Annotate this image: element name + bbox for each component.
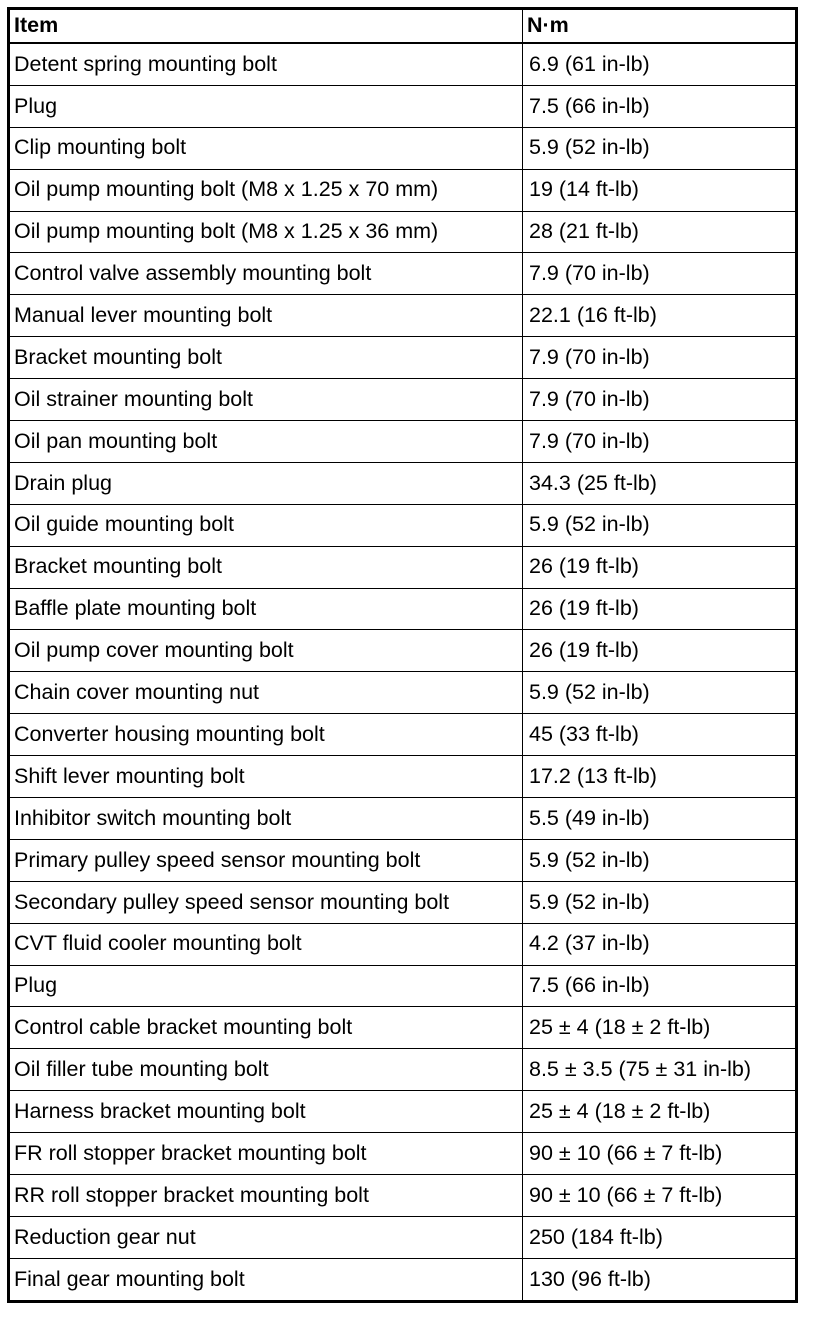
torque-value-cell: 5.9 (52 in-lb) (523, 504, 797, 546)
item-cell: Bracket mounting bolt (9, 337, 523, 379)
torque-value-cell: 7.5 (66 in-lb) (523, 965, 797, 1007)
item-cell: Manual lever mounting bolt (9, 295, 523, 337)
torque-value-cell: 25 ± 4 (18 ± 2 ft-lb) (523, 1091, 797, 1133)
table-row (9, 379, 797, 421)
table-row (9, 965, 797, 1007)
torque-value-cell: 5.9 (52 in-lb) (523, 881, 797, 923)
item-cell: Plug (9, 85, 523, 127)
table-row (9, 337, 797, 379)
torque-specification-table (7, 7, 798, 1303)
table-row (9, 295, 797, 337)
item-cell: Primary pulley speed sensor mounting bolt (9, 839, 523, 881)
torque-value-cell: 28 (21 ft-lb) (523, 211, 797, 253)
table-row (9, 1175, 797, 1217)
table-row (9, 923, 797, 965)
torque-value-cell: 90 ± 10 (66 ± 7 ft-lb) (523, 1133, 797, 1175)
torque-value-cell: 8.5 ± 3.5 (75 ± 31 in-lb) (523, 1049, 797, 1091)
table-row (9, 253, 797, 295)
torque-value-cell: 5.5 (49 in-lb) (523, 798, 797, 840)
item-cell: Detent spring mounting bolt (9, 43, 523, 85)
torque-value-cell: 25 ± 4 (18 ± 2 ft-lb) (523, 1007, 797, 1049)
torque-value-cell: 19 (14 ft-lb) (523, 169, 797, 211)
item-cell: Converter housing mounting bolt (9, 714, 523, 756)
table-row (9, 1091, 797, 1133)
torque-value-cell: 17.2 (13 ft-lb) (523, 756, 797, 798)
table-row (9, 1133, 797, 1175)
item-cell: Oil guide mounting bolt (9, 504, 523, 546)
torque-value-cell: 26 (19 ft-lb) (523, 630, 797, 672)
table-row (9, 1049, 797, 1091)
item-cell: Baffle plate mounting bolt (9, 588, 523, 630)
torque-value-cell: 45 (33 ft-lb) (523, 714, 797, 756)
table-row (9, 756, 797, 798)
table-row (9, 672, 797, 714)
item-cell: Oil filler tube mounting bolt (9, 1049, 523, 1091)
item-cell: Control valve assembly mounting bolt (9, 253, 523, 295)
table-row (9, 630, 797, 672)
item-cell: Shift lever mounting bolt (9, 756, 523, 798)
torque-value-cell: 26 (19 ft-lb) (523, 546, 797, 588)
table-row (9, 1216, 797, 1258)
table-header-row (9, 9, 797, 44)
item-cell: CVT fluid cooler mounting bolt (9, 923, 523, 965)
item-cell: Oil pump cover mounting bolt (9, 630, 523, 672)
item-cell: Chain cover mounting nut (9, 672, 523, 714)
item-cell: Clip mounting bolt (9, 127, 523, 169)
item-cell: Oil pump mounting bolt (M8 x 1.25 x 36 mm) (9, 211, 523, 253)
table-row (9, 504, 797, 546)
table-row (9, 169, 797, 211)
item-cell: Oil strainer mounting bolt (9, 379, 523, 421)
item-cell: Control cable bracket mounting bolt (9, 1007, 523, 1049)
table-row (9, 421, 797, 463)
table-row (9, 714, 797, 756)
item-cell: Harness bracket mounting bolt (9, 1091, 523, 1133)
table-row (9, 462, 797, 504)
item-cell: Bracket mounting bolt (9, 546, 523, 588)
torque-value-cell: 22.1 (16 ft-lb) (523, 295, 797, 337)
table-row (9, 85, 797, 127)
torque-value-cell: 5.9 (52 in-lb) (523, 672, 797, 714)
table-row (9, 1007, 797, 1049)
torque-value-cell: 5.9 (52 in-lb) (523, 839, 797, 881)
item-cell: FR roll stopper bracket mounting bolt (9, 1133, 523, 1175)
torque-value-cell: 7.5 (66 in-lb) (523, 85, 797, 127)
table-row (9, 798, 797, 840)
table-row (9, 839, 797, 881)
item-cell: Drain plug (9, 462, 523, 504)
item-cell: Plug (9, 965, 523, 1007)
table-row (9, 881, 797, 923)
item-cell: RR roll stopper bracket mounting bolt (9, 1175, 523, 1217)
table-row (9, 1258, 797, 1301)
item-cell: Final gear mounting bolt (9, 1258, 523, 1301)
column-header-item: Item (9, 9, 523, 44)
table-body (9, 43, 797, 1301)
table-row (9, 588, 797, 630)
torque-value-cell: 7.9 (70 in-lb) (523, 337, 797, 379)
torque-value-cell: 7.9 (70 in-lb) (523, 253, 797, 295)
item-cell: Oil pan mounting bolt (9, 421, 523, 463)
table-row (9, 127, 797, 169)
table-row (9, 546, 797, 588)
torque-value-cell: 34.3 (25 ft-lb) (523, 462, 797, 504)
torque-value-cell: 26 (19 ft-lb) (523, 588, 797, 630)
item-cell: Oil pump mounting bolt (M8 x 1.25 x 70 mm) (9, 169, 523, 211)
item-cell: Secondary pulley speed sensor mounting bolt (9, 881, 523, 923)
torque-value-cell: 5.9 (52 in-lb) (523, 127, 797, 169)
torque-value-cell: 90 ± 10 (66 ± 7 ft-lb) (523, 1175, 797, 1217)
item-cell: Reduction gear nut (9, 1216, 523, 1258)
table-row (9, 43, 797, 85)
torque-value-cell: 7.9 (70 in-lb) (523, 379, 797, 421)
torque-value-cell: 4.2 (37 in-lb) (523, 923, 797, 965)
torque-value-cell: 250 (184 ft-lb) (523, 1216, 797, 1258)
column-header-nm: N·m (523, 9, 797, 44)
torque-value-cell: 7.9 (70 in-lb) (523, 421, 797, 463)
item-cell: Inhibitor switch mounting bolt (9, 798, 523, 840)
torque-value-cell: 6.9 (61 in-lb) (523, 43, 797, 85)
torque-value-cell: 130 (96 ft-lb) (523, 1258, 797, 1301)
table-row (9, 211, 797, 253)
